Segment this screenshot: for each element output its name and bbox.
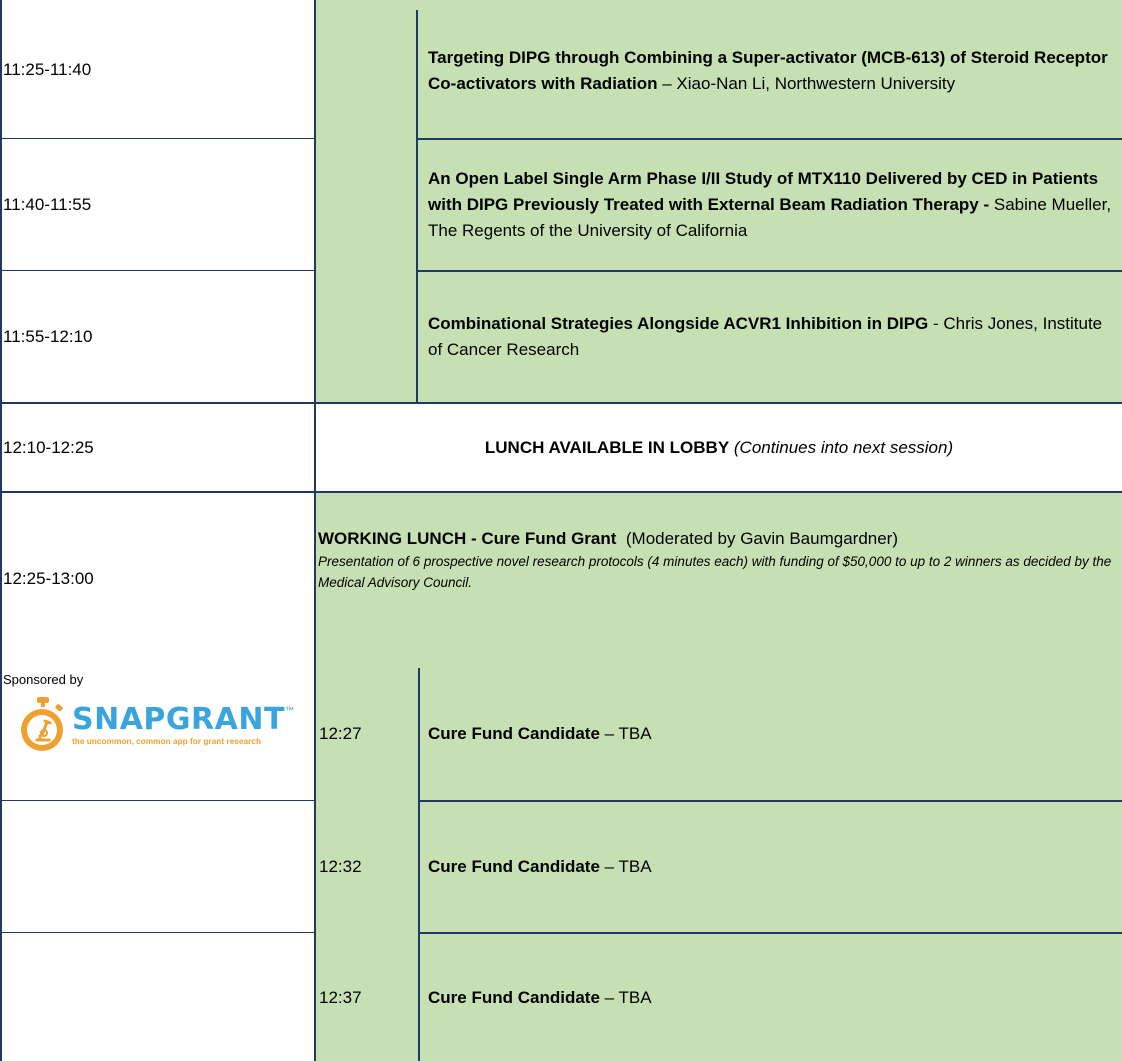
time-slot: 11:40-11:55 xyxy=(3,195,92,214)
logo-tagline: the uncommon, common app for grant research xyxy=(72,735,262,746)
inner-divider xyxy=(416,10,418,402)
candidate-entry xyxy=(418,802,1122,932)
talk-title: Combinational Strategies Alongside ACVR1 Inhibition in DIPG xyxy=(428,314,929,333)
talk-entry xyxy=(418,140,1122,270)
talk-speaker: – Xiao-Nan Li, Northwestern University xyxy=(657,74,956,93)
row-divider xyxy=(418,270,1122,272)
talk-entry xyxy=(418,272,1122,402)
lunch-time: 12:10-12:25 xyxy=(3,438,94,457)
working-lunch-moderator: (Moderated by Gavin Baumgardner) xyxy=(616,529,899,548)
working-lunch-time: 12:25-13:00 xyxy=(3,569,94,588)
logo-name: SNAPGRANT xyxy=(72,701,285,737)
left-border xyxy=(0,0,2,1061)
lunch-note: (Continues into next session) xyxy=(729,438,954,457)
row-divider xyxy=(0,932,316,933)
row-divider xyxy=(0,138,316,139)
time-slot: 11:25-11:40 xyxy=(3,60,92,79)
working-lunch-title: WORKING LUNCH - Cure Fund Grant xyxy=(318,529,617,548)
row-divider xyxy=(418,932,1122,934)
logo-trademark: ™ xyxy=(284,704,294,715)
snapgrant-logo xyxy=(18,695,303,755)
time-slot: 11:55-12:10 xyxy=(3,327,93,346)
talk-title: An Open Label Single Arm Phase I/II Study of MTX110 Delivered by CED in Patients with DIPG Previously Treated with External Beam Radiation Therapy - xyxy=(428,169,1099,214)
talk-speaker: - Chris Jones, Institute of Cancer Research xyxy=(428,314,1103,359)
sponsor-label: Sponsored by xyxy=(3,672,84,687)
candidate-time: 12:27 xyxy=(319,724,362,743)
candidate-title: Cure Fund Candidate xyxy=(428,724,600,743)
candidate-speaker: – TBA xyxy=(599,724,652,743)
candidate-title: Cure Fund Candidate xyxy=(428,987,600,1007)
stopwatch-icon xyxy=(18,696,68,754)
row-divider xyxy=(418,138,1122,140)
inner-divider xyxy=(418,668,420,1061)
talk-title: Targeting DIPG through Combining a Super-activator (MCB-613) of Steroid Receptor Co-activators with Radiation xyxy=(428,48,1108,93)
lunch-title: LUNCH AVAILABLE IN LOBBY xyxy=(484,438,730,457)
candidate-time: 12:32 xyxy=(319,857,362,876)
working-lunch-block xyxy=(318,527,1118,593)
candidate-speaker: – TBA xyxy=(599,857,652,876)
row-divider xyxy=(0,491,1122,493)
column-divider xyxy=(314,0,316,1061)
row-divider xyxy=(418,800,1122,802)
working-lunch-description: Presentation of 6 prospective novel research protocols (4 minutes each) with funding of $50,000 to up to 2 winners as decided by the Medical Advisory Council. xyxy=(318,554,1112,590)
lunch-banner xyxy=(316,404,1122,492)
candidate-title: Cure Fund Candidate xyxy=(428,857,600,876)
row-divider xyxy=(0,800,316,801)
talk-speaker: Sabine Mueller, The Regents of the University of California xyxy=(428,195,1112,240)
row-divider xyxy=(0,270,316,271)
candidate-entry xyxy=(418,934,1122,1061)
candidate-time: 12:37 xyxy=(319,987,362,1007)
candidate-entry xyxy=(418,668,1122,800)
candidate-speaker: – TBA xyxy=(599,987,652,1007)
row-divider xyxy=(0,402,1122,404)
talk-entry xyxy=(418,4,1122,138)
